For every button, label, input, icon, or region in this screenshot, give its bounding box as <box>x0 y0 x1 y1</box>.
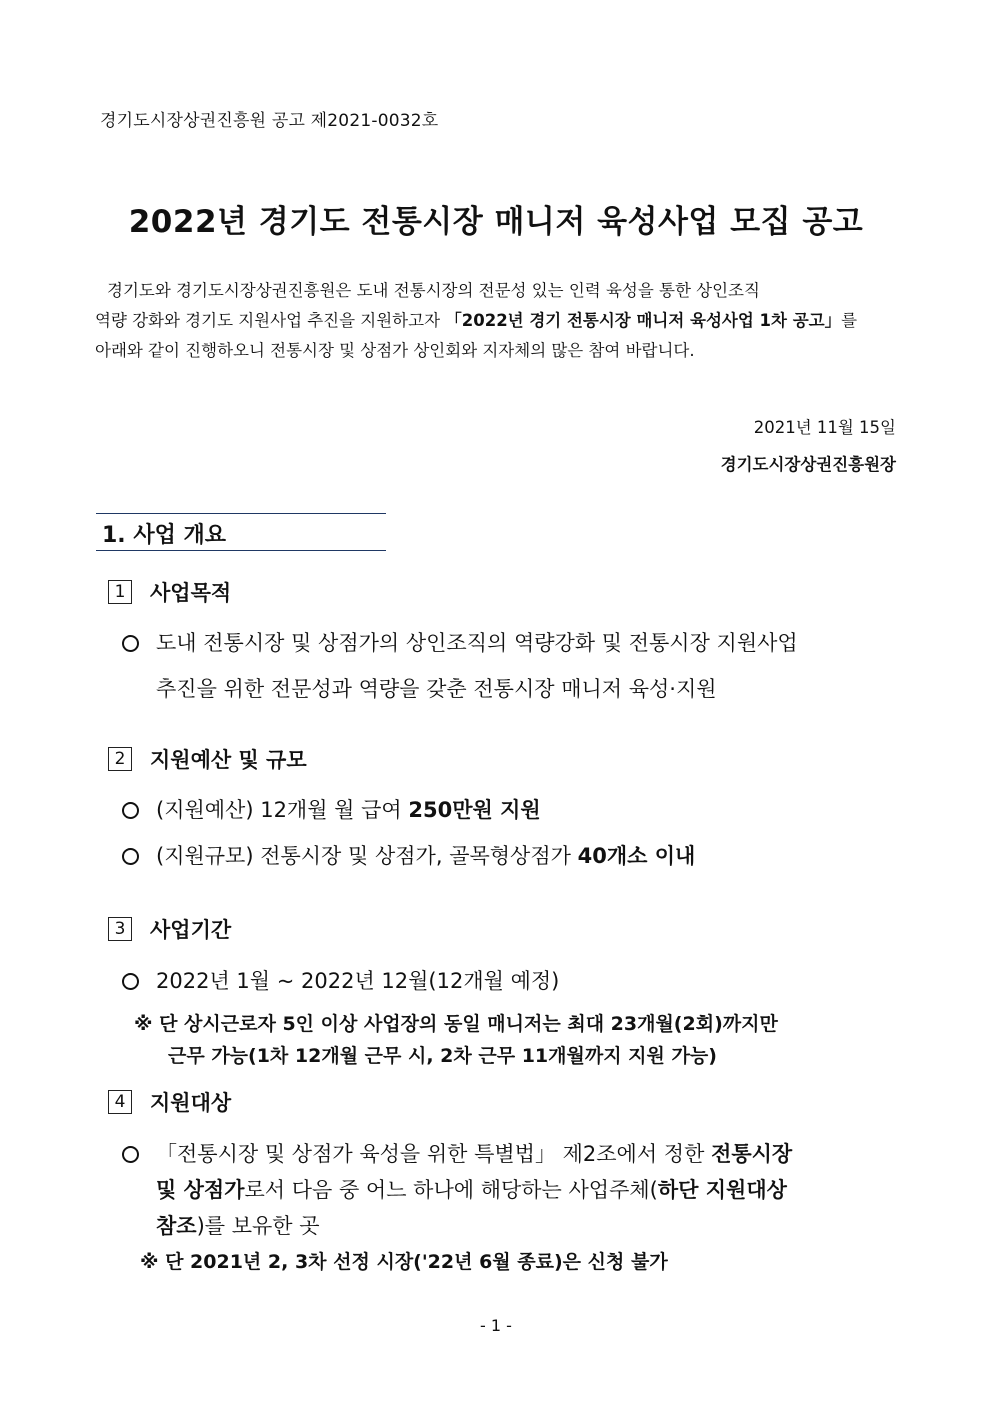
subsection-target <box>108 1087 231 1117</box>
subsection-title: 사업기간 <box>150 918 232 942</box>
section-heading <box>96 513 386 551</box>
intro-line-3: 아래와 같이 진행하오니 전통시장 및 상점가 상인회와 지자체의 많은 참여 바랍니다. <box>95 341 695 360</box>
subsection-budget <box>108 744 307 774</box>
target-shopping-street: 및 상점가 <box>156 1178 245 1202</box>
page-number: - 1 - <box>480 1316 512 1335</box>
target-end: )를 보유한 곳 <box>196 1214 320 1238</box>
subsection-period <box>108 914 231 944</box>
scale-label: (지원규모) 전통시장 및 상점가, 골목형상점가 <box>156 844 578 868</box>
intro-line-2-end: 를 <box>841 311 858 330</box>
bullet-text-cont-2 <box>156 1205 320 1247</box>
subsection-number-box: 1 <box>108 580 132 604</box>
bullet-circle-icon <box>122 848 139 865</box>
target-condition: 로서 다음 중 어느 하나에 해당하는 사업주체( <box>244 1178 658 1202</box>
budget-label: (지원예산) 12개월 월 급여 <box>156 798 409 822</box>
subsection-title: 사업목적 <box>150 581 232 605</box>
intro-line-1: 경기도와 경기도시장상권진흥원은 도내 전통시장의 전문성 있는 인력 육성을 통한 상인조직 <box>107 281 760 300</box>
subsection-number-box: 4 <box>108 1090 132 1114</box>
target-reference: 하단 지원대상 <box>657 1178 787 1202</box>
target-reference-end: 참조 <box>156 1214 197 1238</box>
subsection-purpose <box>108 577 231 607</box>
intro-paragraph <box>95 276 897 366</box>
subsection-title: 지원예산 및 규모 <box>150 748 307 772</box>
bullet-text: 2022년 1월 ~ 2022년 12월(12개월 예정) <box>156 969 560 993</box>
intro-program-name: 「2022년 경기 전통시장 매니저 육성사업 1차 공고」 <box>445 311 842 330</box>
intro-line-2 <box>95 306 897 336</box>
bullet-text-cont: 추진을 위한 전문성과 역량을 갖춘 전통시장 매니저 육성·지원 <box>156 677 717 701</box>
issuer-name: 경기도시장상권진흥원장 <box>720 455 896 474</box>
note-line: ※ 단 2021년 2, 3차 선정 시장('22년 6월 종료)은 신청 불가 <box>140 1251 668 1273</box>
bullet-circle-icon <box>122 1146 139 1163</box>
intro-line-2-text: 역량 강화와 경기도 지원사업 추진을 지원하고자 <box>95 311 446 330</box>
subsection-number-box: 2 <box>108 747 132 771</box>
document-title: 2022년 경기도 전통시장 매니저 육성사업 모집 공고 <box>128 204 864 240</box>
law-reference: 「전통시장 및 상점가 육성을 위한 특별법」 제2조에서 정한 <box>156 1142 712 1166</box>
note-line: ※ 단 상시근로자 5인 이상 사업장의 동일 매니저는 최대 23개월(2회)까지만 <box>134 1013 778 1035</box>
bullet-text <box>156 835 695 877</box>
bullet-text: 도내 전통시장 및 상점가의 상인조직의 역량강화 및 전통시장 지원사업 <box>156 631 798 655</box>
scale-amount: 40개소 이내 <box>577 844 696 868</box>
target-market: 전통시장 <box>711 1142 793 1166</box>
bullet-circle-icon <box>122 802 139 819</box>
section-heading-text: 1. 사업 개요 <box>102 523 226 548</box>
bullet-circle-icon <box>122 973 139 990</box>
note-line-cont: 근무 가능(1차 12개월 근무 시, 2차 근무 11개월까지 지원 가능) <box>168 1045 717 1067</box>
notice-number: 경기도시장상권진흥원 공고 제2021-0032호 <box>100 111 439 131</box>
subsection-title: 지원대상 <box>150 1091 232 1115</box>
bullet-circle-icon <box>122 635 139 652</box>
issue-date: 2021년 11월 15일 <box>753 418 896 437</box>
bullet-text <box>156 789 541 831</box>
subsection-number-box: 3 <box>108 917 132 941</box>
budget-amount: 250만원 지원 <box>408 798 541 822</box>
